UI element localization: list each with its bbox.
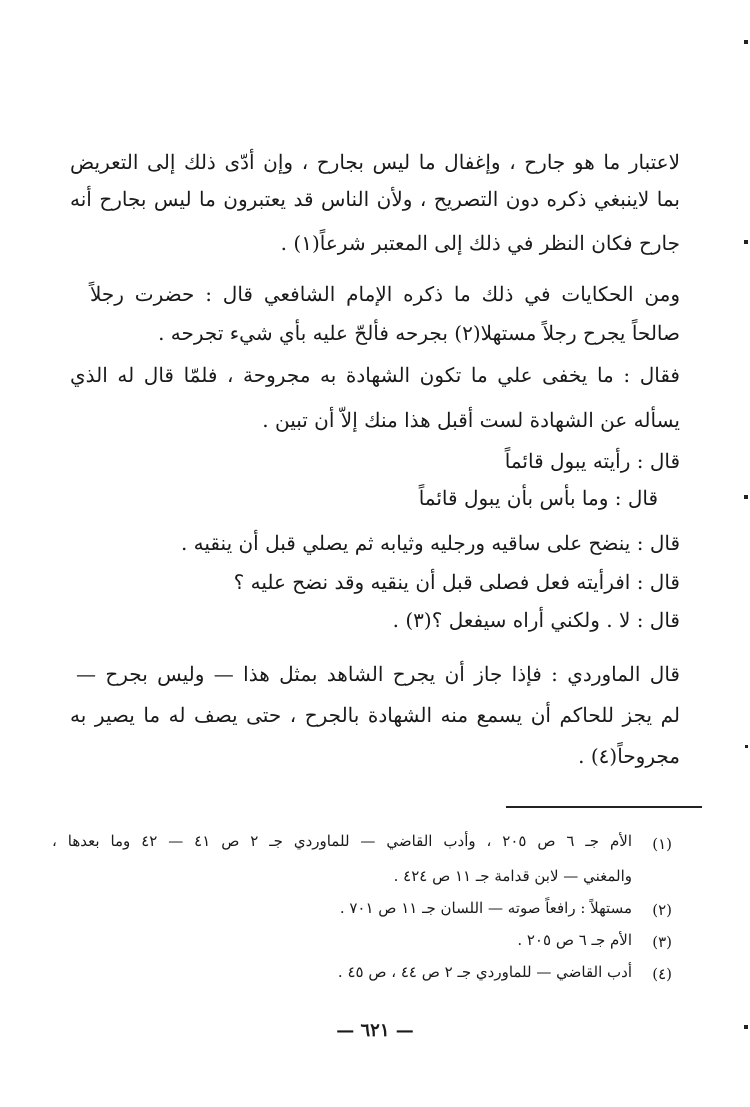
footnote-line: والمغني — لابن قدامة جـ ١١ ص ٤٢٤ . [393, 867, 632, 885]
body-line: يسأله عن الشهادة لست أقبل هذا منك إلاّ أن تبين . [262, 408, 680, 432]
body-line: بما لاينبغي ذكره دون التصريح ، ولأن الناس قد يعتبرون ما ليس بجارح أنه [70, 187, 680, 211]
body-line: قال الماوردي : فإذا جاز أن يجرح الشاهد بمثل هذا — وليس بجرح — [76, 662, 680, 686]
scan-mark [744, 1025, 748, 1029]
scan-mark [745, 745, 748, 748]
body-line: قال : رأيته يبول قائماً [504, 449, 680, 473]
footnote-line: الأم جـ ٦ ص ٢٠٥ ، وأدب القاضي — للماوردي جـ ٢ ص ٤١ — ٤٢ وما بعدها ، [52, 832, 632, 850]
body-line: قال : افرأيته فعل فصلى قبل أن ينقيه وقد نضح عليه ؟ [233, 570, 680, 594]
body-line: فقال : ما يخفى علي ما تكون الشهادة به مجروحة ، فلمّا قال له الذي [70, 363, 680, 387]
scan-mark [744, 40, 748, 44]
footnote-number: (٤) [652, 965, 672, 983]
body-line: قال : ينضح على ساقيه ورجليه وثيابه ثم يصلي قبل أن ينقيه . [180, 531, 680, 555]
body-line: لم يجز للحاكم أن يسمع منه الشهادة بالجرح ، حتى يصف له ما يصير به [70, 703, 680, 727]
body-line: لاعتبار ما هو جارح ، وإغفال ما ليس بجارح ، وإن أدّى ذلك إلى التعريض [70, 150, 680, 174]
footnote-line: أدب القاضي — للماوردي جـ ٢ ص ٤٤ ، ص ٤٥ . [337, 963, 632, 981]
footnote-line: مستهلاً : رافعاً صوته — اللسان جـ ١١ ص ٧٠١ . [339, 899, 632, 917]
body-line: صالحاً يجرح رجلاً مستهلا(٢) بجرحه فألحّ عليه بأي شيء تجرحه . [158, 321, 680, 345]
body-line: جارح فكان النظر في ذلك إلى المعتبر شرعاً(١) . [280, 231, 680, 255]
page-number: — ٦٢١ — [336, 1020, 414, 1041]
footnote-line: الأم جـ ٦ ص ٢٠٥ . [517, 931, 632, 949]
body-line: قال : وما بأس بأن يبول قائماً [418, 486, 658, 510]
footnote-separator [506, 806, 702, 808]
footnote-number: (٢) [652, 901, 672, 919]
footnote-number: (١) [652, 835, 672, 853]
body-line: ومن الحكايات في ذلك ما ذكره الإمام الشافعي قال : حضرت رجلاً [90, 282, 680, 306]
body-line: قال : لا . ولكني أراه سيفعل ؟(٣) . [392, 608, 680, 632]
body-line: مجروحاً(٤) . [578, 744, 680, 768]
scan-mark [744, 495, 748, 499]
footnote-number: (٣) [652, 933, 672, 951]
scan-mark [744, 240, 748, 244]
